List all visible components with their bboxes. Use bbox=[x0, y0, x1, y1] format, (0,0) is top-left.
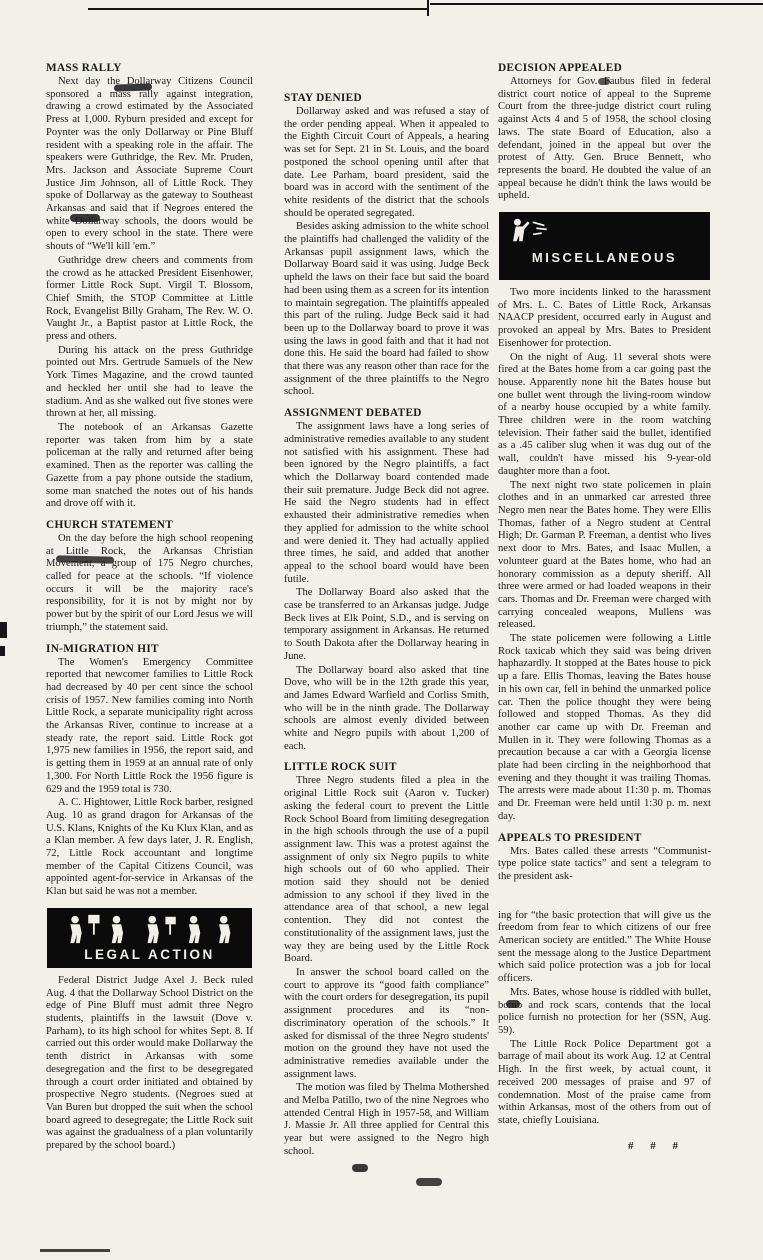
paragraph: Federal District Judge Axel J. Beck ruled Aug. 4 that the Dollarway School District on the edge of Pine Bluff must admit three Negro students, plaintiffs in the lawsuit (Dove v. Parham), to its high school for whites Sept. 8. If carried out this order would make Dollarway the tenth district in Arkansas with some desegregation and the first to be desegregated through a court order initiated and obtained by prospective Negro students. (Negroes sued at Van Buren but dropped the suit when the school board agreed to desegregate; the Little Rock suit was against the gradualness of a plan voluntarily prepared by the school board.) bbox=[46, 974, 253, 1152]
article-columns bbox=[46, 62, 711, 1160]
scan-artifact bbox=[427, 0, 429, 16]
paragraph: Two more incidents linked to the harassment of Mrs. L. C. Bates of Little Rock, Arkansas NAACP president, occurred early in August and provoked an appeal by Mrs. Bates to President Eisenhower for protection. bbox=[498, 287, 711, 349]
paragraph: Next day the Dollarway Citizens Council sponsored a mass rally against integration, drawing a crowd estimated by the Associated Press at 1,000. Ryburn presided and except for Poynter was the only Dollarway or Pine Bluff resident with a speaking role in the affair. The speakers were Guthridge, the Rev. Mr. Pruden, Mrs. Jackson and Associate Supreme Court Justice Jim Johnson, all of Little Rock. They spoke of Dollarway as the gateway to Southeast Arkansas and said that if Negroes entered the white Dollarway schools, the doors would be open to every school in the state. There were shouts of “We'll kill 'em.” bbox=[46, 76, 253, 253]
paragraph: Mrs. Bates called these arrests “Communist-type police state tactics” and sent a telegram to the president ask- bbox=[498, 845, 711, 882]
miscellaneous-label: MISCELLANEOUS bbox=[531, 250, 678, 266]
heading-decision-appealed: DECISION APPEALED bbox=[498, 62, 623, 74]
heading-church-statement: CHURCH STATEMENT bbox=[46, 518, 174, 531]
paragraph: The next night two state policemen in plain clothes and in an unmarked car arrested three Negro men near the Bates home. They were Ellis Thomas, father of a Negro student at Central High; Dr. Garman P. Freeman, a dentist who lives next door to Mrs. Bates, and Isaac Mullen, a volunteer guard at the Bates home, who had an honorary commission as a deputy sheriff. All three were armed or had loaded weapons in their cars. Thomas and Dr. Freeman were charged with carrying concealed weapons, Mullens was released. bbox=[498, 479, 711, 631]
scan-artifact bbox=[0, 646, 5, 656]
heading-assignment-debated: ASSIGNMENT DEBATED bbox=[284, 407, 422, 420]
heading-appeals-to-president: APPEALS TO PRESIDENT bbox=[498, 831, 642, 844]
paragraph: The Women's Emergency Committee reported that newcomer families to Little Rock had decreased by 40 per cent since the school crisis of 1957. New families coming into North Little Rock, a separate municipality right across the Arkansas River, continue to increase at a steady rate, the report said. Little Rock got 1,975 new families in 1956, the report said, and is getting them in 1959 at an annual rate of only 1,300. For North Little Rock the 1956 figure is 629 and the 1959 total is 730. bbox=[46, 656, 253, 795]
pen-scribble bbox=[352, 1164, 368, 1172]
paragraph: Guthridge drew cheers and comments from the crowd as he attacked President Eisenhower, former Little Rock Supt. Virgil T. Blossom, Chief Smith, the STOP Committee at Little Rock, Evangelist Billy Graham, The Rev. W. O. Vaught Jr., a Baptist pastor at Little Rock, the press and others. bbox=[46, 254, 253, 343]
paragraph: Three Negro students filed a plea in the original Little Rock suit (Aaron v. Tucker) asking the federal court to prevent the Little Rock School Board from limiting desegregation in the high schools through the use of a pupil assignment law. This was a protest against the assignment of only six Negro pupils to white high schools out of 60 who applied. Their motion said they should not be denied admission to any school if they lived in the attendance area of that school, a new legal contention. They did not contest the constitutionality of the assignment laws, just the way they are being used by the Little Rock Board. bbox=[284, 775, 489, 965]
heading-mass-rally: MASS RALLY bbox=[46, 62, 122, 74]
column-2 bbox=[284, 62, 489, 1160]
figure-illustration-icon bbox=[507, 217, 559, 243]
column-3 bbox=[498, 62, 711, 1160]
heading-stay-denied: STAY DENIED bbox=[284, 92, 362, 104]
scan-artifact bbox=[0, 622, 7, 638]
legal-action-label: LEGAL ACTION bbox=[84, 946, 215, 962]
paragraph: A. C. Hightower, Little Rock barber, resigned Aug. 10 as grand dragon for Arkansas of the U.S. Klans, Knights of the Ku Klux Klan, and as a Klan member. A few days later, J. R. English, 72, Little Rock accountant and longtime member of the Capital Citizens Council, was appointed agent-for-service in Arkansas of the Klan but said he was not a member. bbox=[46, 797, 253, 898]
paragraph: The notebook of an Arkansas Gazette reporter was taken from him by a state policeman at the rally and returned after being examined. Then as the reporter was calling the Gazette from a pay phone outside the stadium, some man snatched the notes out of his hands and drove off with it. bbox=[46, 421, 253, 510]
paragraph: The Dollarway Board also asked that the case be transferred to an Arkansas judge. Judge Beck lives at Elk Point, S.D., and is serving on temporary assignment in Arkansas. He returned to South Dakota after the Dollarway hearing in June. bbox=[284, 587, 489, 662]
paragraph: The Dollarway board also asked that tine Dove, who will be in the 12th grade this year, and James Edward Warfield and Corliss Smith, who will be in the ninth grade. The Dollarway schools are almost evenly divided between white and Negro pupils with about 1,200 of each. bbox=[284, 664, 489, 752]
paragraph: On the night of Aug. 11 several shots were fired at the Bates home from a car going past the house. Apparently none hit the Bates house but one bullet went through the living-room window of a nearby house occupied by a white family. Three children were in the room watching television. Their father said the bullet, identified as a .45 caliber slug when it was dug out of the wall, couldn't have missed his 9-year-old daughter more than a foot. bbox=[498, 351, 711, 477]
miscellaneous-banner bbox=[499, 212, 710, 280]
end-mark: # # # bbox=[628, 1139, 685, 1152]
paragraph: Attorneys for Gov. Faubus filed in federal district court notice of appeal to the Supreme Court from the three-judge district court ruling against Acts 4 and 5 of 1958, the school closing laws. The state Board of Education, also a defendant, joined in the appeal but over the protest of Atty. Gen. Bruce Bennett, who represents the board. He doubted the value of an appeal because he didn't think the laws would be upheld. bbox=[498, 76, 711, 202]
paragraph: Mrs. Bates, whose house is riddled with bullet, bomb and rock scars, contends that the local police furnish no protection for her (SSN, Aug. 59). bbox=[498, 986, 711, 1036]
scan-artifact bbox=[88, 8, 428, 10]
legal-action-banner bbox=[47, 908, 252, 968]
pen-scribble bbox=[416, 1178, 442, 1186]
paragraph: ing for “the basic protection that will give us the freedom from fear to which citizens of our free American society are entitled.” The White House sent the message along to the Justice Department which said police protection was a job for local officers. bbox=[498, 909, 711, 985]
paragraph: The Little Rock Police Department got a barrage of mail about its work Aug. 12 at Central High. In the first week, by actual count, it received 200 messages of praise and 97 of condemnation. Most of the praise came from within Arkansas, most of the others from out of state, chiefly Louisiana. bbox=[498, 1038, 711, 1126]
paragraph: The assignment laws have a long series of administrative remedies available to any student not satisfied with his assignment. These had been ignored by the Negro plaintiffs, a fact which the Dollarway board contended made their suit premature. Judge Beck did not agree. He said the Negro students had in effect exhausted their administrative remedies when they applied for admission to the white school and were denied it. They had actually applied three times, he said, and added that another appeal to the school board would have been futile. bbox=[284, 421, 489, 585]
paragraph: In answer the school board called on the court to approve its “good faith compliance” with the court orders for desegregation, its pupil assignment procedures and its “non-discriminatory operation of the schools.” It asked for dismissal of the three Negro students' motion on the ground they have not used the administrative remedies available under the assignment laws. bbox=[284, 967, 489, 1080]
paragraph: During his attack on the press Guthridge pointed out Mrs. Gertrude Samuels of the New York Times Magazine, and the crowd taunted and heckled her until she had to leave the stadium. And as she walked out five stones were thrown at her, all missing. bbox=[46, 344, 253, 420]
heading-little-rock-suit: LITTLE ROCK SUIT bbox=[284, 761, 397, 774]
paragraph: The motion was filed by Thelma Mothershed and Melba Patillo, two of the nine Negroes who attended Central High in 1957-58, and William J. Massie Jr. All three applied for Central this year but were assigned to the Negro high school. bbox=[284, 1082, 489, 1157]
pen-scribble bbox=[40, 1249, 110, 1252]
heading-in-migration-hit: IN-MIGRATION HIT bbox=[46, 642, 159, 655]
paragraph: The state policemen were following a Little Rock taxicab which they said was being driven haphazardly. It stopped at the Bates house to pick up a fare. Ellis Thomas, leaving the Bates house in his own car, fell in behind the unmarked police car. Then the police thought they were being followed and stopped Thomas. As they did another car came up with Dr. Freeman and Mullen in it. They were following Thomas as a precaution because a car with a Georgia license plate had been circling in the neighborhood that evening and they thought it was trailing Thomas. The arrests were made about 11:30 p. m. Thomas and Dr. Freeman were held until 1:30 p. m. next day. bbox=[498, 633, 711, 822]
column-1 bbox=[46, 62, 253, 1160]
scan-artifact bbox=[430, 3, 763, 5]
paragraph: Besides asking admission to the white school the plaintiffs had challenged the validity of the Arkansas pupil assignment laws, which the Dollarway Board said it was using. Judge Beck upheld the laws on their face but said the board had been using them as a screen for its intention to maintain segregation. The plaintiffs appealed this part of the ruling. Judge Beck said it had been up to the Dollarway board to prove it was using the laws in good faith and that it had not done this. He said the board had failed to show that there was any reason other than race for the assignment of the three plaintiffs to the Negro school. bbox=[284, 221, 489, 398]
paragraph: On the day before the high school reopening at Little Rock, the Arkansas Christian Movement, a group of 175 Negro churches, called for peace at the schools. “If violence occurs it will be the majority race's responsibility, for it is not by might nor by power but by the spirit of our Lord Jesus we will triumph,” the statement said. bbox=[46, 532, 253, 633]
marching-figures-icon bbox=[60, 913, 239, 945]
paragraph: Dollarway asked and was refused a stay of the order pending appeal. When it appealed to the Eighth Circuit Court of Appeals, a hearing was set for Sept. 21 in St. Louis, and the board postponed the school opening until after that date. Lee Parham, board president, said the board was in accord with the sentiment of the white residents of the district that the schools should be operated segregated. bbox=[284, 106, 489, 219]
